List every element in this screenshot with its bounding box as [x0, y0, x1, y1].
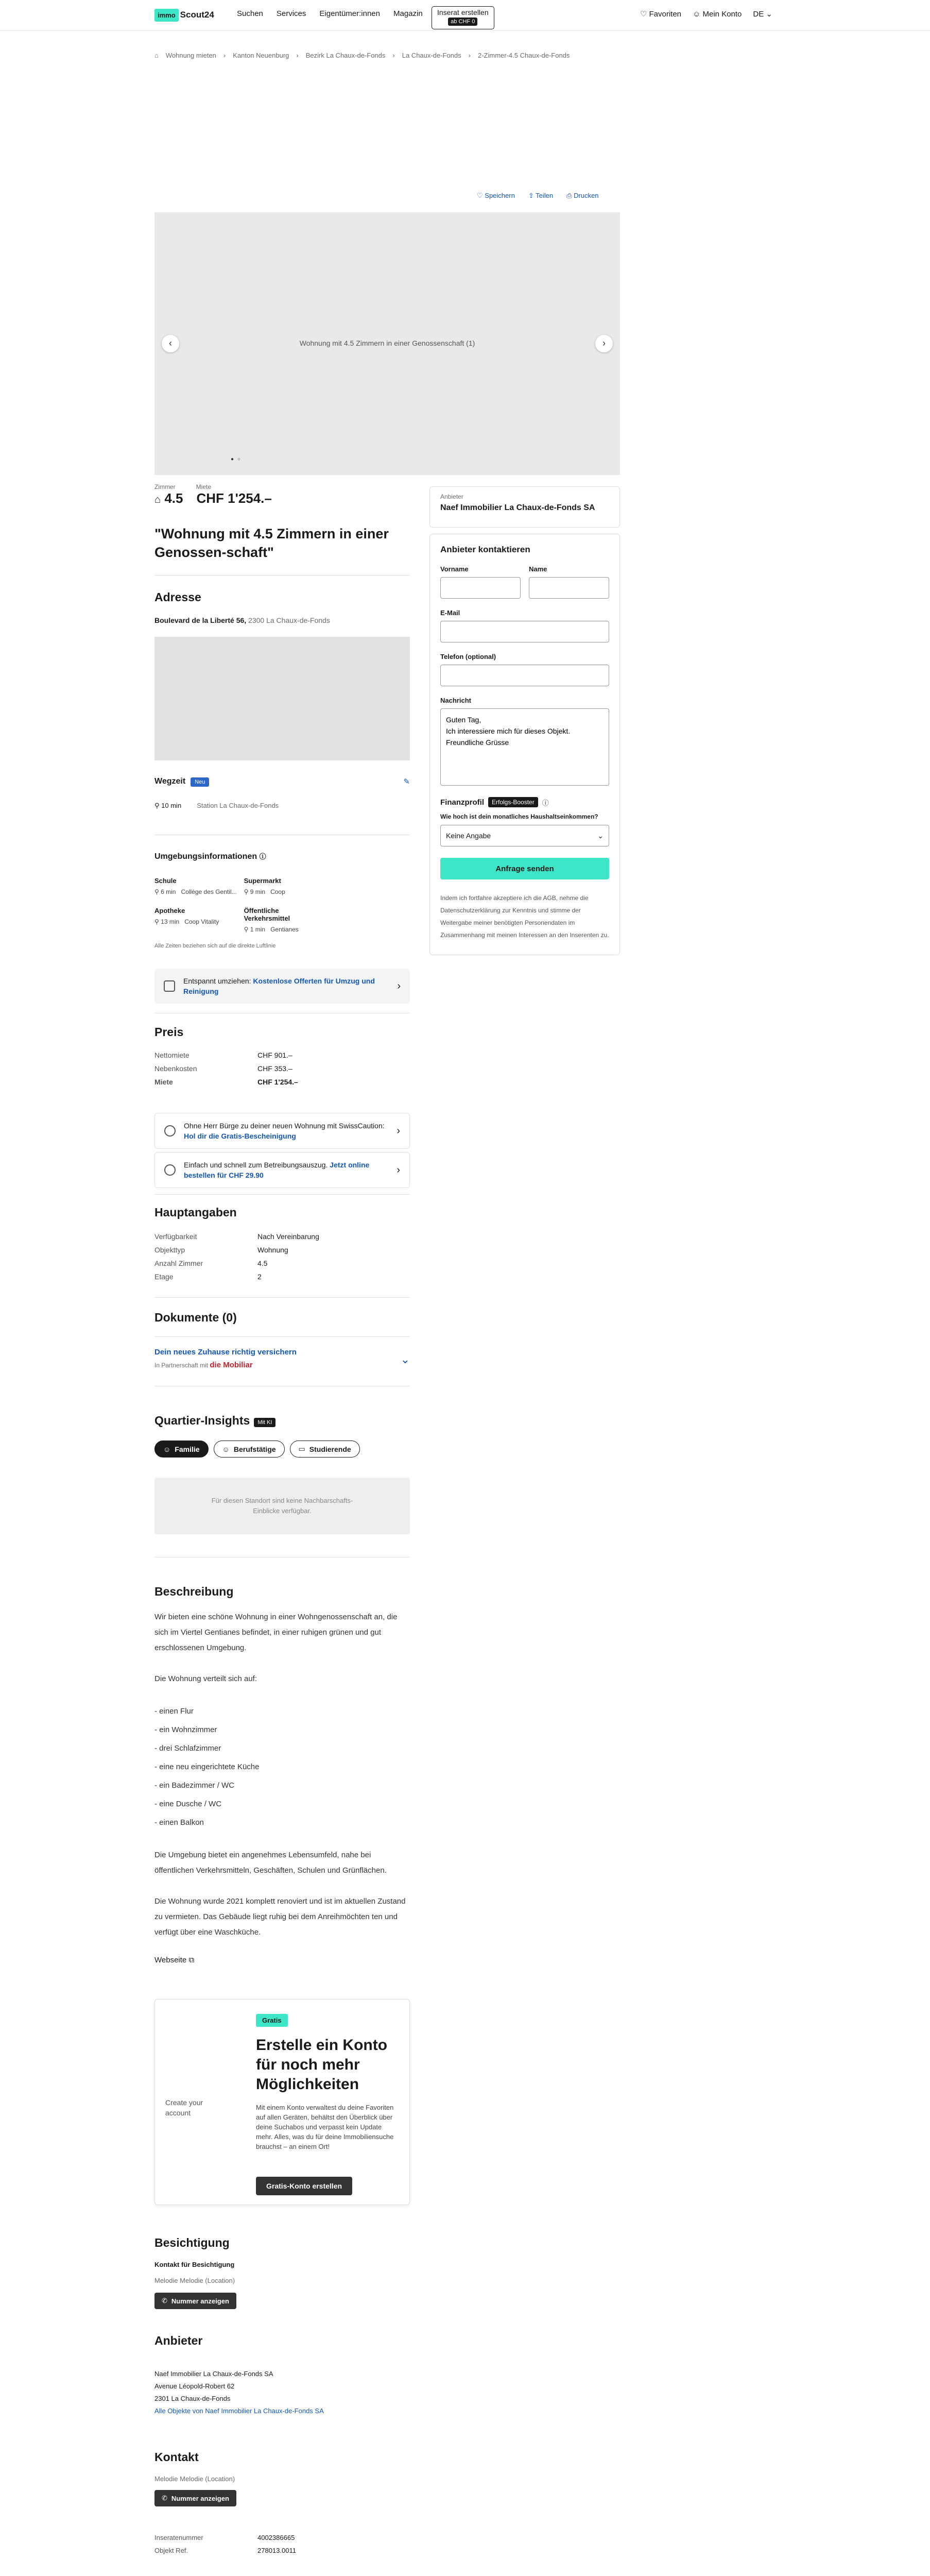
account-illustration: Create your account [165, 2098, 203, 2117]
nav-item-eigentuemer[interactable]: Eigentümer:innen [319, 9, 380, 18]
mobiliar-logo: die Mobiliar [210, 1361, 253, 1369]
provider-heading: Anbieter [154, 2334, 203, 2347]
phone-input[interactable] [440, 665, 609, 686]
account-card-text: Mit einem Konto verwaltest du deine Favoriten auf allen Geräten, behältst den Überblick über deine Suchabos und verpasst kein Update mehr. Alles, was du für deine Immobiliensuche brauchst – an einem Ort! [256, 2104, 394, 2150]
quarter-empty-state: Für diesen Standort sind keine Nachbarschafts-Einblicke verfügbar. [154, 1478, 410, 1534]
rent-value: CHF 1'254.– [196, 490, 272, 506]
provider-body: Naef Immobilier La Chaux-de-Fonds SA Avenue Léopold-Robert 62 2301 La Chaux-de-Fonds Alle Objekte von Naef Immobilier La Chaux-de-Fonds SA [154, 2368, 410, 2417]
walk-icon: ⚲ [244, 888, 249, 895]
listing-ids: Inseratenummer 4002386665 Objekt Ref. 278013.0011 [154, 2534, 296, 2554]
env-transport: Öffentliche Verkehrsmittel ⚲ 1 min Gentianes [244, 907, 299, 933]
phone-icon: ✆ [162, 2494, 167, 2502]
map[interactable] [154, 637, 410, 760]
moving-promo[interactable]: Entspannt umziehen: Kostenlose Offerten für Umzug und Reinigung › [154, 969, 410, 1004]
info-icon[interactable]: ⓘ [259, 853, 266, 860]
share-icon: ⇪ [528, 192, 534, 199]
environment-note: Alle Zeiten beziehen sich auf die direkte Luftlinie [154, 943, 276, 949]
price-heading: Preis [154, 1025, 184, 1039]
first-name-input[interactable] [440, 577, 521, 599]
gallery-caption: Wohnung mit 4.5 Zimmern in einer Genossenschaft (1) [299, 339, 475, 347]
chevron-right-icon: › [397, 980, 401, 992]
gallery-prev-button[interactable] [162, 335, 179, 352]
env-supermarket: Supermarkt ⚲ 9 min Coop [244, 877, 285, 895]
shield-icon [164, 1125, 176, 1137]
keyfact-values [154, 490, 410, 506]
image-gallery[interactable] [154, 212, 620, 475]
listing-title: "Wohnung mit 4.5 Zimmern in einer Genossen-schaft" [154, 526, 389, 560]
account-card-title: Erstelle ein Konto für noch mehr Möglichkeiten [256, 2037, 388, 2093]
environment-grid [154, 877, 410, 933]
phone-icon: ✆ [162, 2297, 167, 2304]
nav-item-suchen[interactable]: Suchen [237, 9, 263, 18]
language-selector[interactable]: DE ⌄ [753, 10, 772, 19]
show-number-button[interactable]: ✆ Nummer anzeigen [154, 2293, 236, 2309]
nav-item-magazin[interactable]: Magazin [393, 9, 423, 18]
book-icon: ▭ [298, 1445, 305, 1453]
agent-card[interactable]: Anbieter Naef Immobilier La Chaux-de-Fonds SA [429, 486, 620, 528]
walk-icon: ⚲ [154, 888, 159, 895]
home-icon[interactable]: ⌂ [154, 52, 159, 59]
address-text: Boulevard de la Liberté 56, 2300 La Chaux-de-Fonds [154, 616, 330, 624]
breadcrumb-item: 2-Zimmer-4.5 Chaux-de-Fonds [477, 52, 570, 59]
rooms-value: ⌂ 4.5 [154, 490, 183, 506]
heart-icon: ♡ [640, 10, 647, 19]
logo[interactable]: immo Scout24 [154, 8, 214, 22]
breadcrumb-item[interactable]: Wohnung mieten [165, 52, 216, 59]
tab-studierende[interactable]: ▭ Studierende [290, 1440, 360, 1458]
booster-badge: Erfolgs-Booster [488, 797, 538, 807]
document-icon [164, 1164, 176, 1176]
debt-extract-offer[interactable]: Einfach und schnell zum Betreibungsauszug. Jetzt online bestellen für CHF 29.90 › [154, 1152, 410, 1188]
env-empty [331, 877, 410, 895]
gallery-next-button[interactable] [595, 335, 613, 352]
terms-note: Indem ich fortfahre akzeptiere ich die AGB, nehme die Datenschutzerklärung zur Kenntnis und stimme der Weitergabe meiner benötigten Personendaten im Zusammenhang mit meinen Interessen an den Inserenten zu. [440, 894, 609, 939]
breadcrumb-item[interactable]: Bezirk La Chaux-de-Fonds [305, 52, 386, 59]
chevron-right-icon: › [397, 1164, 400, 1176]
breadcrumb-item[interactable]: La Chaux-de-Fonds [402, 52, 461, 59]
keyfact-labels: Zimmer Miete [154, 483, 212, 490]
save-button[interactable]: ♡ Speichern [477, 192, 515, 199]
main-nav [237, 9, 423, 18]
route-section: Wegzeit Neu ✎ [154, 777, 410, 786]
edit-icon[interactable]: ✎ [403, 777, 410, 786]
breadcrumb-item[interactable]: Kanton Neuenburg [233, 52, 289, 59]
printer-icon: ⎙ [566, 192, 572, 199]
contact-form-card: Anbieter kontaktieren Vorname Name E-Mail Telefon (optional) Nachricht Guten Tag, Ich interessiere mich für dieses Objekt. Freundliche Grüsse Finanzprofil Erfolgs-Booster ⓘ Wie hoch ist dein monatliches Haushaltseinkommen? Keine Angabe ⌄ Anfrage senden Indem ich fortfahre akzeptiere ich die AGB, nehme die Datenschutzerklärung zur Kenntnis und stimme der Weitergabe meiner benötigten Personendaten im Zusammenhang mit meinen Interessen an den Inserenten zu. [429, 534, 620, 955]
breadcrumb: ⌂ Wohnung mieten › Kanton Neuenburg › Bezirk La Chaux-de-Fonds › La Chaux-de-Fonds › 2-Zimmer-4.5 Chaux-de-Fonds [154, 52, 570, 59]
income-select[interactable]: Keine Angabe ⌄ [440, 825, 609, 846]
address-heading: Adresse [154, 590, 201, 604]
documents-heading: Dokumente (0) [154, 1311, 237, 1324]
show-number-button[interactable]: ✆ Nummer anzeigen [154, 2490, 236, 2506]
email-input[interactable] [440, 621, 609, 642]
tab-berufstaetige[interactable]: ☺ Berufstätige [214, 1440, 285, 1458]
main-data-table: Verfügbarkeit Nach Vereinbarung Objekttyp Wohnung Anzahl Zimmer 4.5 Etage 2 [154, 1232, 319, 1281]
description-heading: Beschreibung [154, 1585, 234, 1598]
send-request-button[interactable]: Anfrage senden [440, 858, 609, 879]
viewing-body: Kontakt für Besichtigung Melodie Melodie (Location) ✆ Nummer anzeigen [154, 2261, 410, 2309]
new-badge: Neu [191, 777, 209, 787]
info-icon[interactable]: ⓘ [542, 799, 549, 807]
truck-icon [164, 980, 175, 992]
env-pharmacy: Apotheke ⚲ 13 min Coop Vitality [154, 907, 219, 925]
heart-icon: ♡ [477, 192, 483, 199]
walk-icon: ⚲ [244, 926, 249, 933]
insert-listing-button[interactable]: Inserat erstellen ab CHF 0 [432, 6, 494, 29]
chevron-left-icon: ‹ [169, 338, 172, 348]
print-button[interactable]: ⎙ Drucken [566, 192, 599, 199]
description-body: Wir bieten eine schöne Wohnung in einer Wohngenossenschaft an, die sich im Viertel Gentianes befindet, in einer ruhigen grünen und gut erschlossenen Umgebung. Die Wohnung verteilt sich auf: - einen Flur - ein Wohnzimmer - drei Schlafzimmer - eine neu eingerichtete Küche - ein Badezimmer / WC - eine Dusche / WC - einen Balkon Die Umgebung bietet ein angenehmes Lebensumfeld, nahe bei öffentlichen Verkehrsmitteln, Geschäften, Schulen und Grünflächen. Die Wohnung wurde 2021 komplett renoviert und ist im aktuellen Zustand zu vermieten. Das Gebäude liegt ruhig bei dem Anreihmöchten ten und verfügt über eine Waschküche. Webseite ⧉ [154, 1609, 410, 1964]
tab-familie[interactable]: ☺ Familie [154, 1440, 209, 1458]
quarter-tabs [154, 1440, 410, 1458]
person-icon: ☺ [222, 1445, 230, 1453]
viewing-heading: Besichtigung [154, 2236, 230, 2249]
environment-heading: Umgebungsinformationen ⓘ [154, 852, 266, 861]
user-icon: ☺ [693, 9, 701, 19]
website-link[interactable]: Webseite ⧉ [154, 1956, 195, 1964]
nav-item-services[interactable]: Services [276, 9, 306, 18]
home-insurance-section[interactable]: Dein neues Zuhause richtig versichern In Partnerschaft mit die Mobiliar ⌄ [154, 1348, 410, 1369]
ki-badge: Mit KI [254, 1418, 275, 1427]
chevron-right-icon: › [602, 338, 606, 348]
chevron-right-icon: › [397, 1125, 400, 1137]
env-school: Schule ⚲ 6 min Collège des Gentil... [154, 877, 237, 895]
price-table: Nettomiete CHF 901.– Nebenkosten CHF 353.– Miete CHF 1'254.– [154, 1051, 298, 1086]
create-account-card [154, 1999, 410, 2205]
gallery-dots: ● ○ [231, 456, 242, 462]
site-header [0, 0, 930, 31]
chevron-down-icon[interactable]: ⌄ [400, 1353, 410, 1366]
route-row: ⚲ 10 min Station La Chaux-de-Fonds [154, 802, 279, 809]
description-list: - einen Flur - ein Wohnzimmer - drei Schlafzimmer - eine neu eingerichtete Küche - ein Badezimmer / WC - eine Dusche / WC - einen Balkon [154, 1707, 260, 1827]
price-badge: ab CHF 0 [448, 18, 477, 26]
family-icon: ☺ [163, 1445, 171, 1453]
house-icon: ⌂ [154, 494, 161, 505]
contact-heading: Kontakt [154, 2450, 199, 2464]
message-textarea[interactable] [440, 708, 609, 786]
contact-body: Melodie Melodie (Location) ✆ Nummer anzeigen [154, 2475, 410, 2506]
external-link-icon: ⧉ [188, 1956, 195, 1964]
quarter-heading: Quartier-Insights Mit KI [154, 1414, 410, 1428]
chevron-down-icon: ⌄ [766, 10, 772, 19]
chevron-down-icon: ⌄ [597, 831, 604, 840]
listing-actions [477, 192, 599, 200]
last-name-input[interactable] [529, 577, 609, 599]
walk-icon: ⚲ [154, 918, 159, 925]
provider-listings-link[interactable]: Alle Objekte von Naef Immobilier La Chaux-de-Fonds SA [154, 2407, 324, 2415]
walk-icon: ⚲ [154, 802, 160, 809]
favorites-link[interactable]: ♡ Favoriten [640, 10, 682, 19]
swisscaution-offer[interactable]: Ohne Herr Bürge zu deiner neuen Wohnung mit SwissCaution: Hol dir die Gratis-Bescheinigung › [154, 1113, 410, 1149]
free-badge: Gratis [256, 2014, 288, 2027]
account-link[interactable]: ☺ Mein Konto [693, 9, 742, 19]
create-account-button[interactable]: Gratis-Konto erstellen [256, 2177, 352, 2195]
share-button[interactable]: ⇪ Teilen [528, 192, 554, 199]
main-data-heading: Hauptangaben [154, 1206, 237, 1219]
